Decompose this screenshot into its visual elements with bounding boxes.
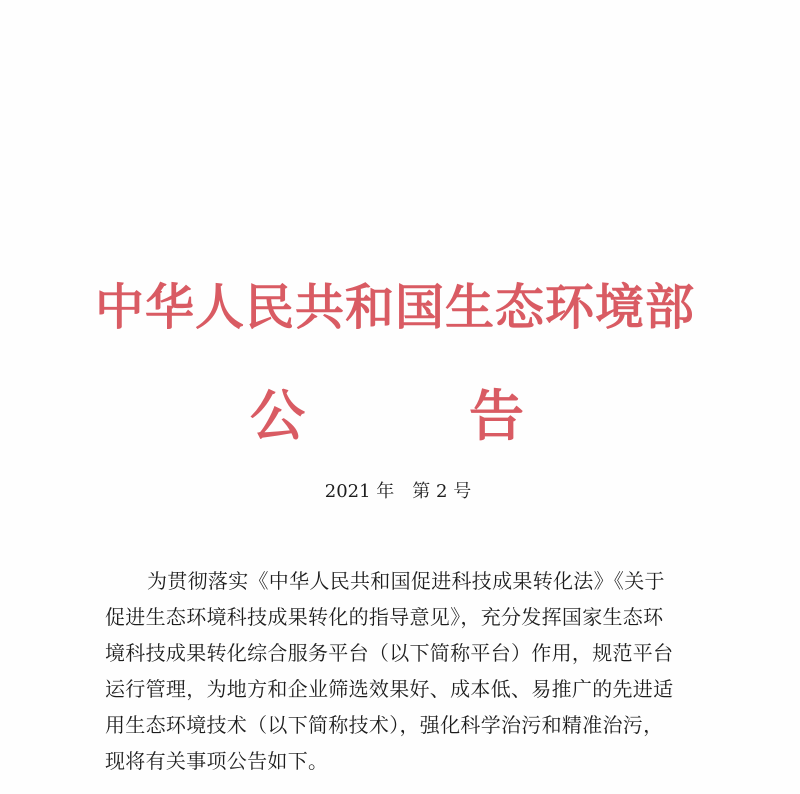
body-line-1: 为贯彻落实《中华人民共和国促进科技成果转化法》《关于 <box>147 569 665 593</box>
document-number: 2021 年 第 2 号 <box>324 481 472 502</box>
body-line-6: 现将有关事项公告如下。 <box>105 749 329 773</box>
body-line-3: 境科技成果转化综合服务平台（以下简称平台）作用，规范平台 <box>105 641 674 665</box>
body-paragraph <box>105 563 715 779</box>
notice-title-char-2: 告 <box>469 384 525 448</box>
notice-title-char-1: 公 <box>250 384 306 448</box>
body-line-2: 促进生态环境科技成果转化的指导意见》，充分发挥国家生态环 <box>105 605 664 629</box>
organization-title: 中华人民共和国生态环境部 <box>94 279 695 336</box>
body-line-5: 用生态环境技术（以下简称技术），强化科学治污和精准治污， <box>105 713 664 737</box>
body-line-4: 运行管理，为地方和企业筛选效果好、成本低、易推广的先进适 <box>105 677 674 701</box>
